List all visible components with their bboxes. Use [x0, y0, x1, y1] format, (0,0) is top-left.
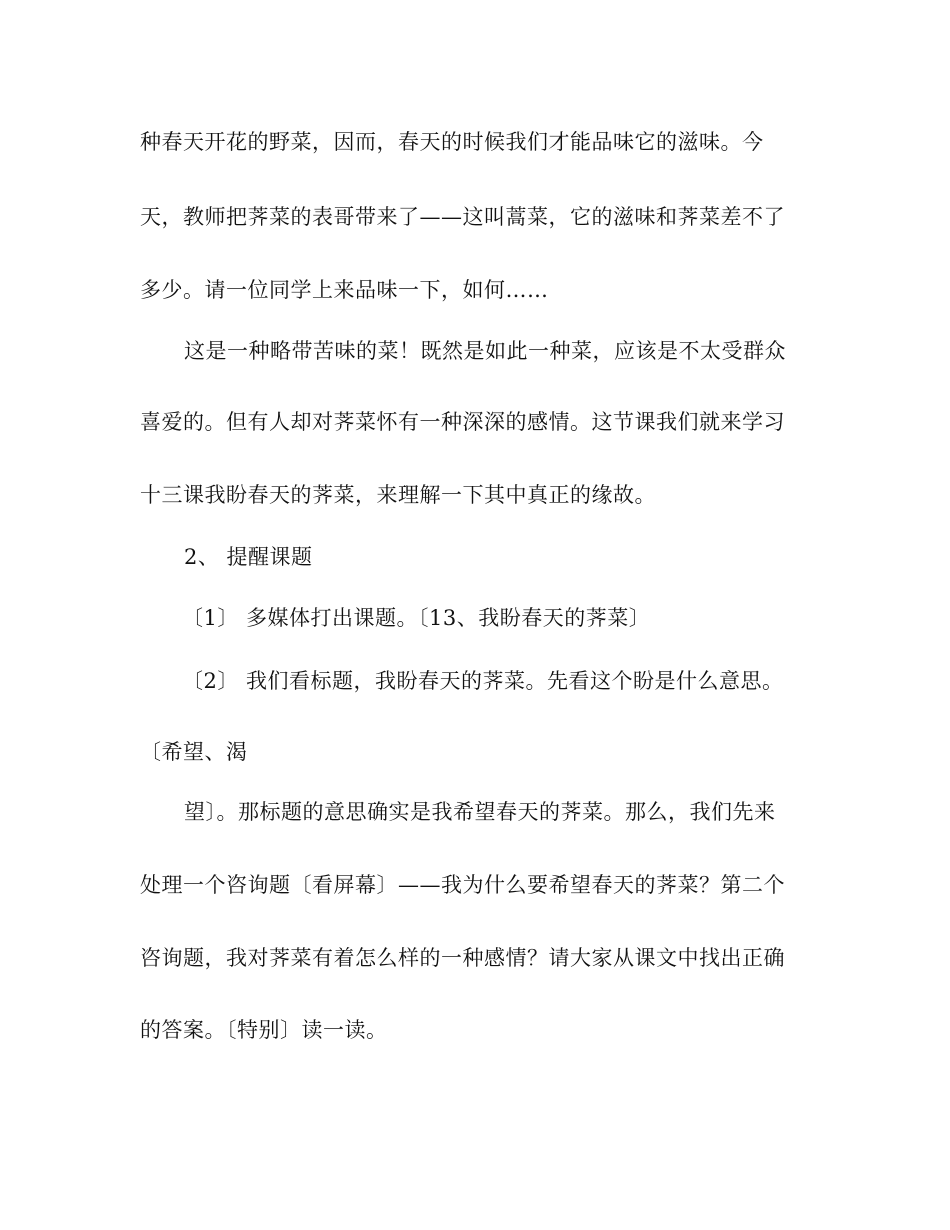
text-line: 种春天开花的野菜，因而，春天的时候我们才能品味它的滋味。今 — [140, 130, 764, 154]
text-line: 天，教师把荠菜的表哥带来了——这叫蒿菜，它的滋味和荠菜差不了 — [140, 205, 785, 229]
text-line: 十三课我盼春天的荠菜，来理解一下其中真正的缘故。 — [140, 483, 656, 507]
text-line: 咨询题，我对荠菜有着怎么样的一种感情？请大家从课文中找出正确 — [140, 946, 785, 970]
text-line: 〔1〕 多媒体打出课题。〔13、我盼春天的荠菜〕 — [182, 606, 651, 630]
text-line: 望〕。那标题的意思确实是我希望春天的荠菜。那么，我们先来 — [184, 800, 776, 824]
text-line: 处理一个咨询题〔看屏幕〕——我为什么要希望春天的荠菜？第二个 — [140, 873, 785, 897]
text-line: 的答案。〔特别〕读一读。 — [140, 1018, 388, 1042]
text-line: 喜爱的。但有人却对荠菜怀有一种深深的感情。这节课我们就来学习 — [140, 410, 785, 434]
text-line: 多少。请一位同学上来品味一下，如何…… — [140, 278, 549, 302]
text-line: 这是一种略带苦味的菜！既然是如此一种菜，应该是不太受群众 — [184, 339, 786, 363]
text-line: 〔希望、渴 — [140, 740, 248, 764]
section-heading: 2、 提醒课题 — [184, 545, 313, 569]
text-line: 〔2〕 我们看标题，我盼春天的荠菜。先看这个盼是什么意思。 — [182, 669, 784, 693]
